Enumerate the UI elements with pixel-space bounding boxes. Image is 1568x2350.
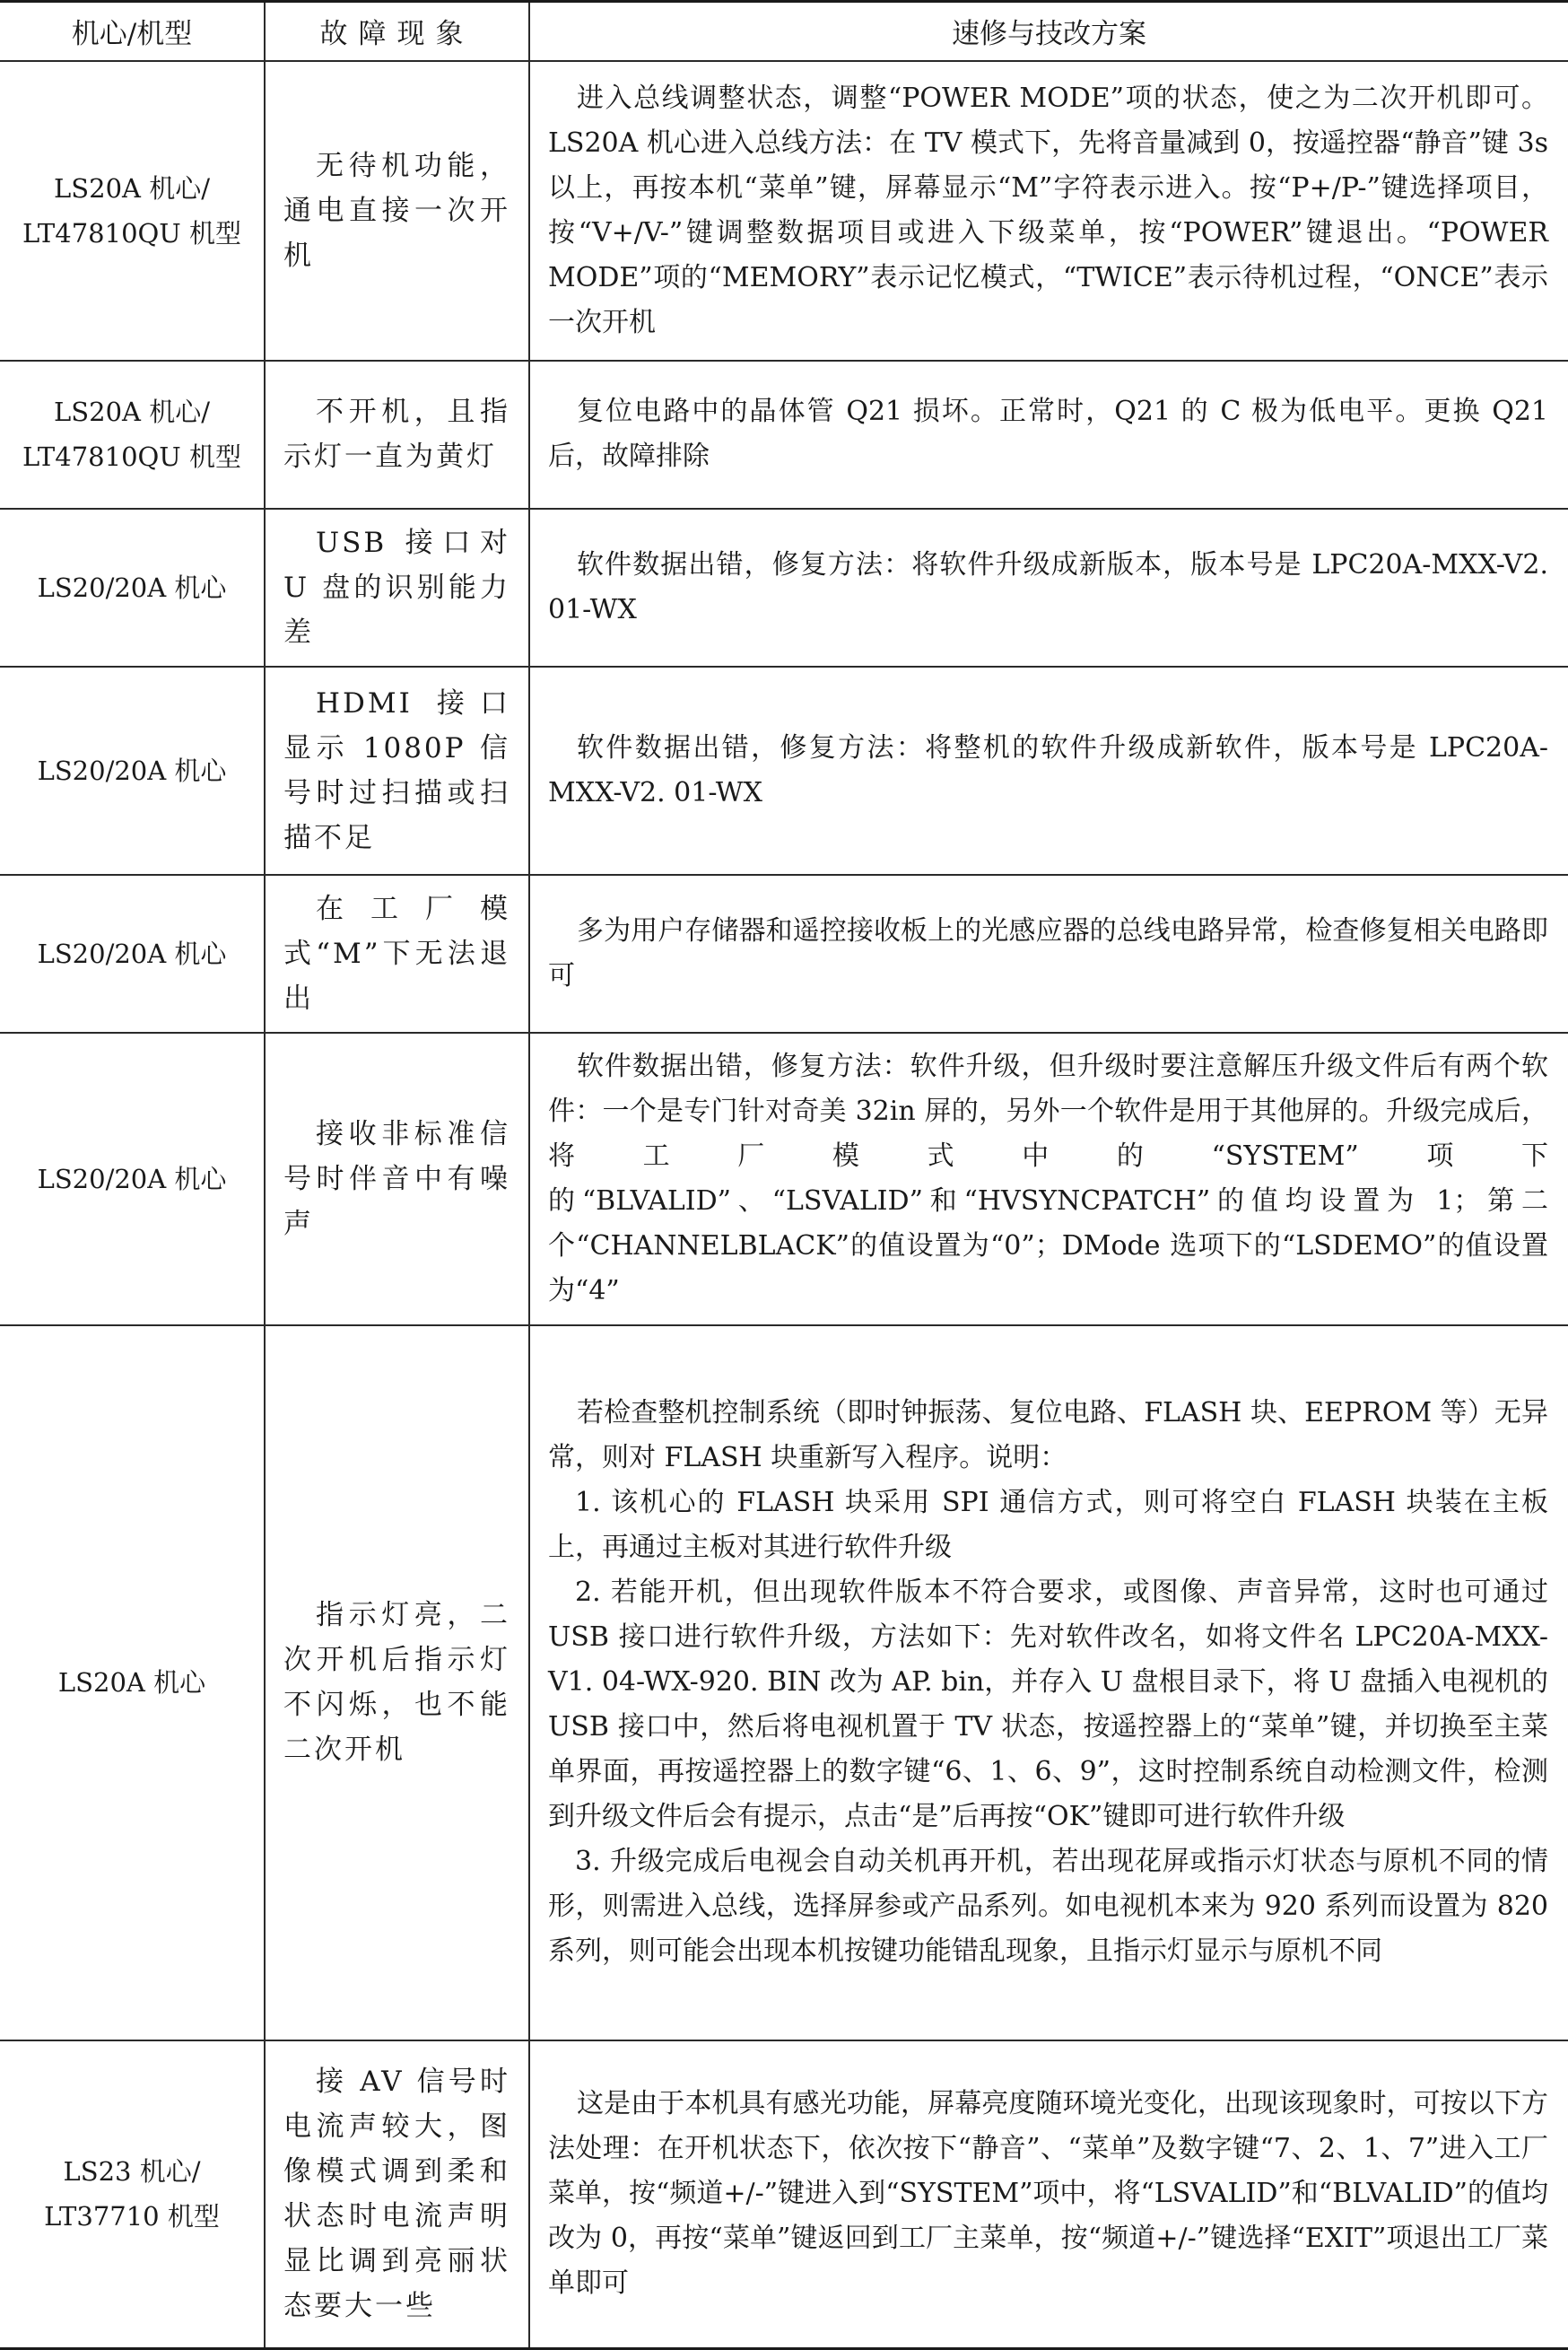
model-cell [0, 1033, 265, 1325]
fix-cell [529, 1033, 1568, 1325]
fault-cell [265, 875, 529, 1033]
fix-paragraph: 这是由于本机具有感光功能，屏幕亮度随环境光变化，出现该现象时，可按以下方法处理：在开机状态下，依次按下“静音”、“菜单”及数字键“7、2、1、7”进入工厂菜单，按“频道+/-”键进入到“SYSTEM”项中，将“LSVALID”和“BLVALID”的值均改为 0，再按“菜单”键返回到工厂主菜单，按“频道+/-”键选择“EXIT”项退出工厂菜单即可 [548, 2088, 1548, 2300]
fault-text: 无待机功能，通电直接一次开机 [283, 149, 510, 272]
table-row [0, 667, 1568, 875]
fix-paragraph: 软件数据出错，修复方法：将整机的软件升级成新软件，版本号是 LPC20A-MXX-V2. 01-WX [548, 731, 1548, 808]
table-row [0, 875, 1568, 1033]
model-cell [0, 667, 265, 875]
header-fix: 速修与技改方案 [529, 2, 1568, 61]
model-line: LT47810QU 机型 [22, 441, 241, 472]
fault-cell [265, 361, 529, 509]
fix-paragraph: 若检查整机控制系统（即时钟振荡、复位电路、FLASH 块、EEPROM 等）无异常，则对 FLASH 块重新写入程序。说明： [548, 1397, 1548, 1473]
fault-text: USB 接口对 U 盘的识别能力差 [283, 526, 510, 649]
fix-cell [529, 61, 1568, 361]
table-row [0, 1033, 1568, 1325]
model-line: LS20/20A 机心 [37, 1163, 227, 1194]
fault-cell [265, 509, 529, 667]
fault-cell [265, 61, 529, 361]
model-cell [0, 509, 265, 667]
model-cell [0, 1325, 265, 2040]
header-fault: 故障现象 [265, 2, 529, 61]
model-line: LS20A 机心/ [54, 397, 210, 427]
model-line: LS20A 机心 [57, 1667, 206, 1698]
fault-text: 指示灯亮，二次开机后指示灯不闪烁，也不能二次开机 [283, 1599, 510, 1766]
table-row [0, 509, 1568, 667]
model-cell [0, 61, 265, 361]
fix-paragraph: 多为用户存储器和遥控接收板上的光感应器的总线电路异常，检查修复相关电路即可 [548, 914, 1548, 992]
model-line: LS20/20A 机心 [37, 755, 227, 786]
fix-cell [529, 509, 1568, 667]
fault-cell [265, 2040, 529, 2349]
model-cell [0, 875, 265, 1033]
fault-text: 接 AV 信号时电流声较大，图像模式调到柔和状态时电流声明显比调到亮丽状态要大一些 [283, 2066, 510, 2323]
fault-text: 在工厂模式“M”下无法退出 [283, 892, 510, 1015]
fault-text: HDMI 接口显示 1080P 信号时过扫描或扫描不足 [283, 686, 510, 854]
model-line: LS20/20A 机心 [37, 938, 227, 969]
fault-cell [265, 1325, 529, 2040]
fix-paragraph: 进入总线调整状态，调整“POWER MODE”项的状态，使之为二次开机即可。LS20A 机心进入总线方法：在 TV 模式下，先将音量减到 0，按遥控器“静音”键 3s 以上，再按本机“菜单”键，屏幕显示“M”字符表示进入。按“P+/P-”键选择项目，按“V+/V-”键调整数据项目或进入下级菜单，按“POWER”键退出。“POWER MODE”项的“MEMORY”表示记忆模式，“TWICE”表示待机过程，“ONCE”表示一次开机 [548, 82, 1548, 338]
fix-cell [529, 2040, 1568, 2349]
table-row [0, 1325, 1568, 2040]
model-line: LS20/20A 机心 [37, 572, 227, 603]
table-row [0, 61, 1568, 361]
table-row [0, 2040, 1568, 2349]
header-row [0, 2, 1568, 61]
fix-paragraph: 复位电路中的晶体管 Q21 损坏。正常时，Q21 的 C 极为低电平。更换 Q21 后，故障排除 [548, 396, 1548, 472]
fault-cell [265, 1033, 529, 1325]
fix-cell [529, 667, 1568, 875]
fix-paragraph: 软件数据出错，修复方法：软件升级，但升级时要注意解压升级文件后有两个软件：一个是专门针对奇美 32in 屏的，另外一个软件是用于其他屏的。升级完成后，将工厂模式中的“SYSTEM”项下的“BLVALID”、“LSVALID”和“HVSYNCPATCH”的值均设置为 1；第二个“CHANNELBLACK”的值设置为“0”；DMode 选项下的“LSDEMO”的值设置为“4” [548, 1050, 1548, 1306]
fault-text: 接收非标准信号时伴音中有噪声 [283, 1117, 510, 1240]
header-model: 机心/机型 [0, 2, 265, 61]
model-line: LT47810QU 机型 [22, 217, 241, 249]
model-line: LT37710 机型 [44, 2201, 220, 2232]
fix-cell [529, 875, 1568, 1033]
fix-list-item: 3. 升级完成后电视会自动关机再开机，若出现花屏或指示灯状态与原机不同的情形，则需进入总线，选择屏参或产品系列。如电视机本来为 920 系列而设置为 820 系列，则可能会出现本机按键功能错乱现象，且指示灯显示与原机不同 [548, 1846, 1548, 1967]
fault-cell [265, 667, 529, 875]
model-cell [0, 2040, 265, 2349]
fix-list-item: 2. 若能开机，但出现软件版本不符合要求，或图像、声音异常，这时也可通过 USB 接口进行软件升级，方法如下：先对软件改名，如将文件名 LPC20A-MXX-V1. 04-WX-920. BIN 改为 AP. bin，并存入 U 盘根目录下，将 U 盘插入电视机的 USB 接口中，然后将电视机置于 TV 状态，按遥控器上的“菜单”键，并切换至主菜单界面，再按遥控器上的数字键“6、1、6、9”，这时控制系统自动检测文件，检测到升级文件后会有提示，点击“是”后再按“OK”键即可进行软件升级 [548, 1577, 1548, 1832]
fix-cell [529, 1325, 1568, 2040]
table-row [0, 361, 1568, 509]
fix-paragraph: 软件数据出错，修复方法：将软件升级成新版本，版本号是 LPC20A-MXX-V2. 01-WX [548, 548, 1548, 625]
fix-list-item: 1. 该机心的 FLASH 块采用 SPI 通信方式，则可将空白 FLASH 块装在主板上，再通过主板对其进行软件升级 [548, 1487, 1548, 1563]
model-cell [0, 361, 265, 509]
fix-cell [529, 361, 1568, 509]
model-line: LS20A 机心/ [54, 172, 210, 204]
fault-text: 不开机，且指示灯一直为黄灯 [283, 396, 510, 473]
model-line: LS23 机心/ [63, 2156, 201, 2188]
